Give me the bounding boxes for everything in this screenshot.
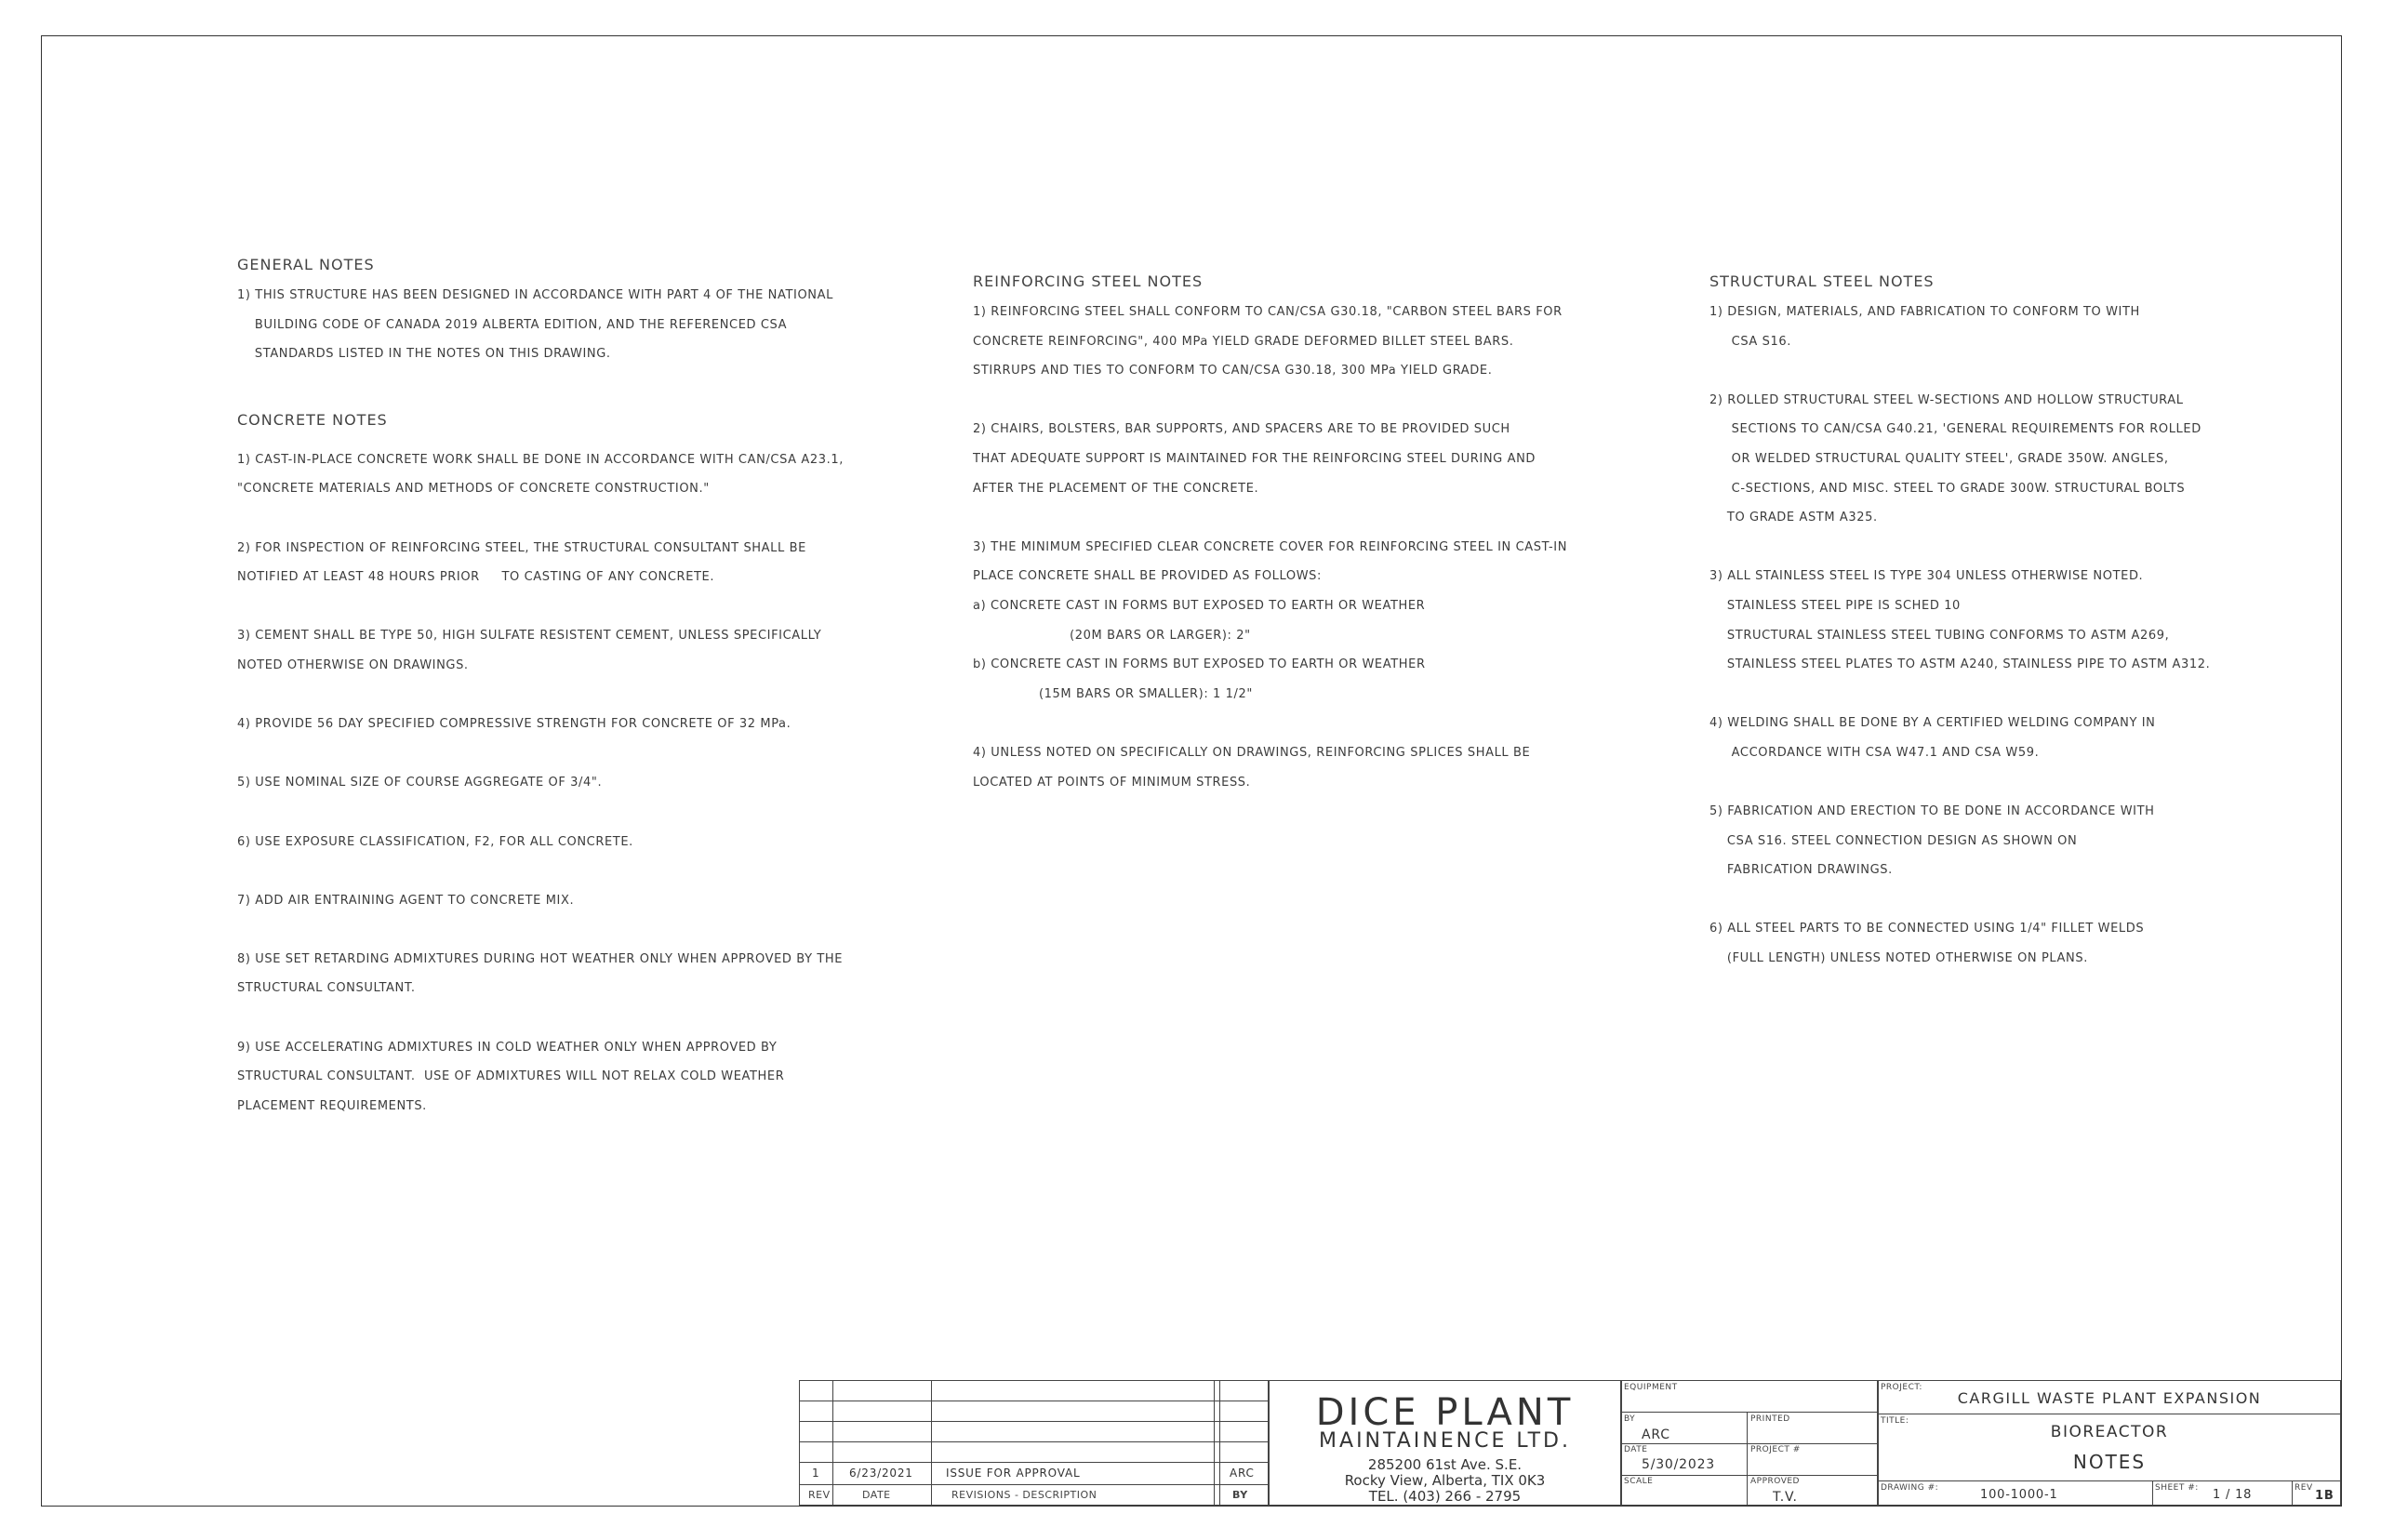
note-line: a) CONCRETE CAST IN FORMS BUT EXPOSED TO EARTH OR WEATHER xyxy=(973,598,1426,613)
date-value: 5/30/2023 xyxy=(1642,1457,1715,1472)
note-line: LOCATED AT POINTS OF MINIMUM STRESS. xyxy=(973,775,1251,790)
note-gap xyxy=(973,709,1624,738)
rev-row-line xyxy=(799,1462,1269,1463)
note-gap xyxy=(973,386,1624,416)
note-item xyxy=(237,534,888,592)
note-gap xyxy=(237,1003,888,1033)
rev-row-line xyxy=(799,1441,1269,1442)
note-gap xyxy=(1709,768,2323,798)
approved-label: APPROVED xyxy=(1750,1477,1800,1486)
info-line xyxy=(1621,1443,1878,1444)
note-line: STRUCTURAL CONSULTANT. USE OF ADMIXTURES WILL NOT RELAX COLD WEATHER xyxy=(237,1069,785,1084)
scale-label: SCALE xyxy=(1624,1477,1654,1486)
note-gap xyxy=(1709,885,2323,915)
revision-by: ARC xyxy=(1230,1467,1255,1480)
note-line: 1) THIS STRUCTURE HAS BEEN DESIGNED IN ACCORDANCE WITH PART 4 OF THE NATIONAL xyxy=(237,288,833,302)
by-value: ARC xyxy=(1642,1427,1670,1442)
note-line: AFTER THE PLACEMENT OF THE CONCRETE. xyxy=(973,481,1259,496)
sheet-value: 1 / 18 xyxy=(2213,1488,2253,1502)
note-line: 5) USE NOMINAL SIZE OF COURSE AGGREGATE OF 3/4". xyxy=(237,776,603,790)
note-gap xyxy=(237,681,888,710)
note-item xyxy=(237,710,888,739)
note-line: STRUCTURAL CONSULTANT. xyxy=(237,981,416,996)
info-line xyxy=(1621,1412,1878,1413)
printed-label: PRINTED xyxy=(1750,1414,1790,1424)
revision-date: 6/23/2021 xyxy=(849,1467,913,1480)
rev-row-line xyxy=(799,1484,1269,1485)
note-line: NOTED OTHERWISE ON DRAWINGS. xyxy=(237,657,469,672)
note-line: 4) PROVIDE 56 DAY SPECIFIED COMPRESSIVE STRENGTH FOR CONCRETE OF 32 MPa. xyxy=(237,717,791,732)
note-line: NOTIFIED AT LEAST 48 HOURS PRIOR TO CASTING OF ANY CONCRETE. xyxy=(237,570,715,585)
note-item xyxy=(973,415,1624,503)
note-line: 1) REINFORCING STEEL SHALL CONFORM TO CAN/CSA G30.18, "CARBON STEEL BARS FOR xyxy=(973,305,1563,319)
note-line: STAINLESS STEEL PLATES TO ASTM A240, STAINLESS PIPE TO ASTM A312. xyxy=(1709,657,2211,672)
note-line: 6) ALL STEEL PARTS TO BE CONNECTED USING 1/4" FILLET WELDS xyxy=(1709,922,2145,936)
general-notes-list xyxy=(237,281,888,369)
note-item xyxy=(1709,797,2323,885)
note-line: CSA S16. xyxy=(1709,334,1791,349)
company-address1: 285200 61st Ave. S.E. xyxy=(1367,1456,1523,1473)
note-item xyxy=(973,298,1624,386)
note-item xyxy=(237,445,888,504)
note-line: "CONCRETE MATERIALS AND METHODS OF CONCRETE CONSTRUCTION." xyxy=(237,482,710,497)
note-gap xyxy=(237,592,888,622)
date-col-divider xyxy=(931,1380,932,1506)
note-line: (FULL LENGTH) UNLESS NOTED OTHERWISE ON PLANS. xyxy=(1709,951,2088,966)
title-label: TITLE: xyxy=(1881,1416,1909,1426)
note-item xyxy=(237,281,888,369)
note-item xyxy=(237,621,888,680)
rev-value: 1B xyxy=(2315,1489,2334,1503)
note-item xyxy=(1709,298,2323,356)
note-line: 8) USE SET RETARDING ADMIXTURES DURING HOT WEATHER ONLY WHEN APPROVED BY THE xyxy=(237,951,844,966)
rev-col-divider xyxy=(832,1380,833,1506)
company-name: DICE PLANT xyxy=(1315,1391,1575,1434)
note-item xyxy=(973,533,1624,710)
note-item xyxy=(237,945,888,1003)
note-line: 1) DESIGN, MATERIALS, AND FABRICATION TO CONFORM TO WITH xyxy=(1709,305,2140,319)
note-gap xyxy=(237,504,888,534)
note-line: 3) THE MINIMUM SPECIFIED CLEAR CONCRETE COVER FOR REINFORCING STEEL IN CAST-IN xyxy=(973,539,1568,554)
structural-notes-column xyxy=(1709,266,2323,974)
approved-value: T.V. xyxy=(1773,1490,1798,1505)
note-line: THAT ADEQUATE SUPPORT IS MAINTAINED FOR THE REINFORCING STEEL DURING AND xyxy=(973,451,1536,466)
note-line: 1) CAST-IN-PLACE CONCRETE WORK SHALL BE DONE IN ACCORDANCE WITH CAN/CSA A23.1, xyxy=(237,452,844,467)
revision-number: 1 xyxy=(812,1467,820,1480)
project-value: CARGILL WASTE PLANT EXPANSION xyxy=(1957,1389,2262,1407)
note-item xyxy=(237,886,888,916)
note-line: STANDARDS LISTED IN THE NOTES ON THIS DRAWING. xyxy=(237,347,611,362)
info-line xyxy=(1621,1475,1878,1476)
general-notes-column xyxy=(237,249,888,1121)
reinforcing-notes-heading: REINFORCING STEEL NOTES xyxy=(973,272,1204,290)
note-line: 2) ROLLED STRUCTURAL STEEL W-SECTIONS AND HOLLOW STRUCTURAL xyxy=(1709,392,2184,407)
revision-description: ISSUE FOR APPROVAL xyxy=(946,1467,1081,1480)
note-line: 4) UNLESS NOTED ON SPECIFICALLY ON DRAWINGS, REINFORCING SPLICES SHALL BE xyxy=(973,745,1531,760)
note-line: PLACEMENT REQUIREMENTS. xyxy=(237,1098,427,1113)
note-line: 3) ALL STAINLESS STEEL IS TYPE 304 UNLESS OTHERWISE NOTED. xyxy=(1709,569,2144,584)
title-line1: BIOREACTOR xyxy=(2050,1423,2169,1441)
info-divider xyxy=(1747,1412,1748,1506)
date-header: DATE xyxy=(862,1489,891,1501)
rev-divider xyxy=(2292,1480,2293,1506)
note-gap xyxy=(237,739,888,769)
note-line: 2) FOR INSPECTION OF REINFORCING STEEL, THE STRUCTURAL CONSULTANT SHALL BE xyxy=(237,540,806,555)
desc-col-divider xyxy=(1214,1380,1215,1506)
concrete-notes-list xyxy=(237,445,888,1122)
note-line: 2) CHAIRS, BOLSTERS, BAR SUPPORTS, AND SPACERS ARE TO BE PROVIDED SUCH xyxy=(973,422,1510,437)
equipment-label: EQUIPMENT xyxy=(1624,1383,1678,1392)
title-line2: NOTES xyxy=(2072,1451,2147,1473)
date-label: DATE xyxy=(1624,1445,1648,1454)
by-col-divider xyxy=(1219,1380,1220,1506)
note-line: ACCORDANCE WITH CSA W47.1 AND CSA W59. xyxy=(1709,745,2040,760)
note-line: OR WELDED STRUCTURAL QUALITY STEEL', GRADE 350W. ANGLES, xyxy=(1709,451,2169,466)
note-line: 5) FABRICATION AND ERECTION TO BE DONE IN ACCORDANCE WITH xyxy=(1709,804,2155,819)
note-line: STAINLESS STEEL PIPE IS SCHED 10 xyxy=(1709,598,1961,613)
concrete-notes-heading: CONCRETE NOTES xyxy=(237,410,388,429)
note-item xyxy=(973,738,1624,797)
company-name-line2: MAINTAINENCE LTD. xyxy=(1319,1429,1571,1453)
note-line: (15M BARS OR SMALLER): 1 1/2" xyxy=(973,686,1253,701)
note-gap xyxy=(1709,680,2323,710)
note-line: 6) USE EXPOSURE CLASSIFICATION, F2, FOR ALL CONCRETE. xyxy=(237,834,633,849)
note-line: 9) USE ACCELERATING ADMIXTURES IN COLD WEATHER ONLY WHEN APPROVED BY xyxy=(237,1040,778,1055)
note-gap xyxy=(237,798,888,828)
project-label: PROJECT: xyxy=(1881,1383,1922,1392)
sheet-divider xyxy=(2152,1480,2153,1506)
drawing-number-value: 100-1000-1 xyxy=(1980,1488,2058,1502)
note-line: 4) WELDING SHALL BE DONE BY A CERTIFIED WELDING COMPANY IN xyxy=(1709,716,2156,731)
note-gap xyxy=(237,915,888,945)
note-line: TO GRADE ASTM A325. xyxy=(1709,511,1878,525)
structural-notes-list xyxy=(1709,298,2323,974)
note-line: PLACE CONCRETE SHALL BE PROVIDED AS FOLLOWS: xyxy=(973,569,1323,584)
project-line xyxy=(1878,1480,2341,1481)
note-line: CONCRETE REINFORCING", 400 MPa YIELD GRADE DEFORMED BILLET STEEL BARS. xyxy=(973,334,1514,349)
note-line: BUILDING CODE OF CANADA 2019 ALBERTA EDITION, AND THE REFERENCED CSA xyxy=(237,317,788,332)
sheet-label: SHEET #: xyxy=(2155,1483,2199,1493)
general-notes-heading: GENERAL NOTES xyxy=(237,256,375,273)
by-header: BY xyxy=(1232,1489,1248,1501)
note-item xyxy=(237,768,888,798)
reinforcing-notes-column xyxy=(973,266,1624,797)
note-line: FABRICATION DRAWINGS. xyxy=(1709,863,1893,878)
drawing-number-label: DRAWING #: xyxy=(1881,1483,1939,1493)
note-item xyxy=(237,828,888,857)
note-gap xyxy=(1709,356,2323,386)
reinforcing-notes-list xyxy=(973,298,1624,797)
note-item xyxy=(1709,562,2323,679)
structural-notes-heading: STRUCTURAL STEEL NOTES xyxy=(1709,272,1935,290)
by-label: BY xyxy=(1624,1414,1636,1424)
revision-table xyxy=(799,1380,1269,1506)
note-line: b) CONCRETE CAST IN FORMS BUT EXPOSED TO EARTH OR WEATHER xyxy=(973,657,1426,672)
rev-row-line xyxy=(799,1421,1269,1422)
note-item xyxy=(1709,386,2323,533)
note-item xyxy=(237,1033,888,1122)
company-phone: TEL. (403) 266 - 2795 xyxy=(1368,1488,1522,1505)
note-item xyxy=(1709,914,2323,973)
note-line: C-SECTIONS, AND MISC. STEEL TO GRADE 300W. STRUCTURAL BOLTS xyxy=(1709,481,2186,496)
note-gap xyxy=(973,503,1624,533)
note-line: 7) ADD AIR ENTRAINING AGENT TO CONCRETE MIX. xyxy=(237,893,575,908)
note-gap xyxy=(237,856,888,886)
note-gap xyxy=(1709,533,2323,563)
company-address2: Rocky View, Alberta, TIX 0K3 xyxy=(1344,1472,1546,1489)
note-line: CSA S16. STEEL CONNECTION DESIGN AS SHOWN ON xyxy=(1709,833,2078,848)
description-header: REVISIONS - DESCRIPTION xyxy=(951,1489,1097,1501)
note-line: STRUCTURAL STAINLESS STEEL TUBING CONFORMS TO ASTM A269, xyxy=(1709,628,2170,643)
note-line: 3) CEMENT SHALL BE TYPE 50, HIGH SULFATE RESISTENT CEMENT, UNLESS SPECIFICALLY xyxy=(237,629,822,644)
rev-label: REV xyxy=(2295,1483,2313,1493)
note-item xyxy=(1709,709,2323,767)
note-line: (20M BARS OR LARGER): 2" xyxy=(973,628,1251,643)
rev-header: REV xyxy=(808,1489,831,1501)
title-block xyxy=(799,1380,2341,1506)
note-line: STIRRUPS AND TIES TO CONFORM TO CAN/CSA G30.18, 300 MPa YIELD GRADE. xyxy=(973,364,1493,378)
project-number-label: PROJECT # xyxy=(1750,1445,1801,1454)
note-line: SECTIONS TO CAN/CSA G40.21, 'GENERAL REQUIREMENTS FOR ROLLED xyxy=(1709,422,2201,437)
